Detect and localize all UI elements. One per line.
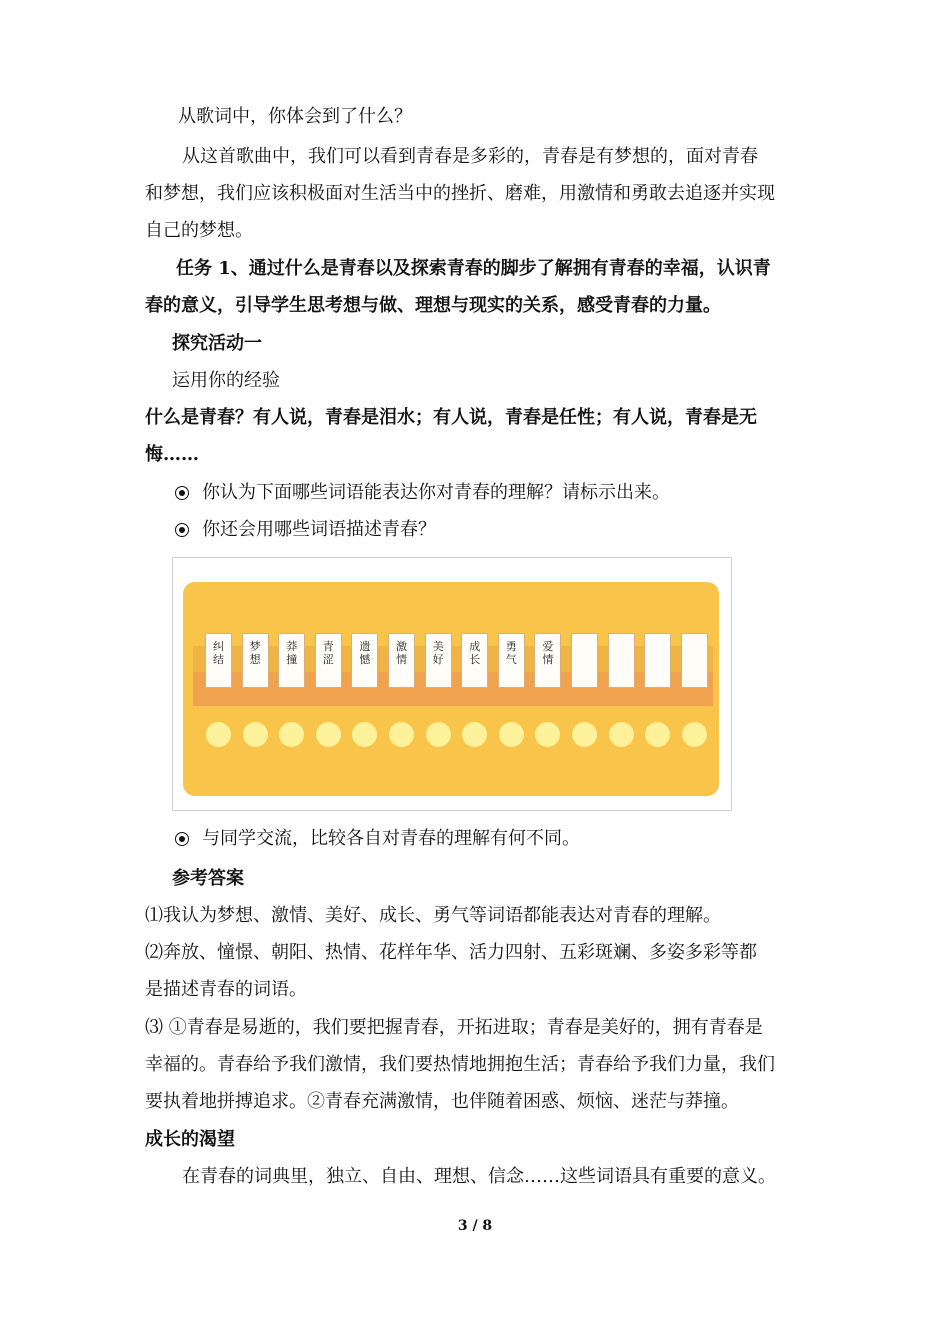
word-card-char: 勇 xyxy=(505,640,517,653)
word-card-char: 纠 xyxy=(213,640,224,653)
word-card xyxy=(388,633,415,688)
bullet-text: 与同学交流，比较各自对青春的理解有何不同。 xyxy=(202,828,580,849)
word-card xyxy=(571,633,598,688)
word-card xyxy=(351,633,378,688)
word-card xyxy=(681,633,708,688)
word-card xyxy=(278,633,305,688)
bullet-icon xyxy=(175,832,189,846)
youth-question-cont: 悔…… xyxy=(145,444,199,465)
board-dot xyxy=(462,722,487,747)
word-card-char: 爱 xyxy=(542,640,554,653)
board-band xyxy=(193,672,713,706)
board-dot xyxy=(352,722,377,747)
word-card-char: 情 xyxy=(542,653,554,666)
word-card-char: 情 xyxy=(396,653,407,666)
answer-line: 幸福的。青春给予我们激情，我们要热情地拥抱生活；青春给予我们力量，我们 xyxy=(145,1054,775,1075)
word-card-char: 青 xyxy=(322,640,334,653)
board-dot xyxy=(682,722,707,747)
word-card-char: 美 xyxy=(432,640,444,653)
word-card xyxy=(425,633,452,688)
answer-line: 是描述青春的词语。 xyxy=(145,979,307,1000)
bullet-icon xyxy=(175,486,189,500)
youth-question: 什么是青春？有人说，青春是泪水；有人说，青春是任性；有人说，青春是无 xyxy=(145,407,757,428)
paragraph-line: 和梦想，我们应该积极面对生活当中的挫折、磨难，用激情和勇敢去追逐并实现 xyxy=(145,183,775,204)
answer-line: ⑵奔放、憧憬、朝阳、热情、花样年华、活力四射、五彩斑斓、多姿多彩等都 xyxy=(145,942,757,963)
task-heading: 任务 1、通过什么是青春以及探索青春的脚步了解拥有青春的幸福，认识青 xyxy=(176,258,771,279)
paragraph-line: 从这首歌曲中，我们可以看到青春是多彩的，青春是有梦想的，面对青春 xyxy=(182,146,758,167)
answer-heading: 参考答案 xyxy=(172,868,244,889)
activity-title: 探究活动一 xyxy=(172,333,262,354)
answer-line: 要执着地拼搏追求。②青春充满激情，也伴随着困惑、烦恼、迷茫与莽撞。 xyxy=(145,1091,739,1112)
word-card-char: 莽 xyxy=(286,640,298,653)
word-card-char: 气 xyxy=(505,653,517,666)
board-dot xyxy=(499,722,524,747)
answer-line: ⑴我认为梦想、激情、美好、成长、勇气等词语都能表达对青春的理解。 xyxy=(145,905,721,926)
bullet-text: 你认为下面哪些词语能表达你对青春的理解？请标示出来。 xyxy=(202,482,670,503)
board-dot xyxy=(206,722,231,747)
word-card xyxy=(461,633,488,688)
word-card-char: 成 xyxy=(469,640,481,653)
question-lyrics: 从歌词中，你体会到了什么？ xyxy=(178,106,412,127)
word-card xyxy=(644,633,671,688)
word-card xyxy=(608,633,635,688)
board-band xyxy=(193,646,713,672)
board-dot xyxy=(243,722,268,747)
board-dot xyxy=(426,722,451,747)
bullet-text: 你还会用哪些词语描述青春？ xyxy=(202,519,436,540)
board-dot xyxy=(279,722,304,747)
word-card-char: 长 xyxy=(469,653,481,666)
board-dot xyxy=(316,722,341,747)
word-card xyxy=(205,633,232,688)
word-card xyxy=(242,633,269,688)
word-card-char: 想 xyxy=(249,653,261,666)
word-board xyxy=(183,582,719,796)
word-card-char: 梦 xyxy=(249,640,261,653)
page-number: 3 / 8 xyxy=(457,1218,493,1234)
paragraph-line: 在青春的词典里，独立、自由、理想、信念……这些词语具有重要的意义。 xyxy=(182,1166,776,1187)
word-card xyxy=(498,633,525,688)
word-card-char: 结 xyxy=(213,653,224,666)
word-card-char: 涩 xyxy=(322,653,334,666)
bullet-icon xyxy=(175,523,189,537)
word-card-char: 憾 xyxy=(359,653,371,666)
word-board-figure xyxy=(172,557,732,811)
board-dot xyxy=(572,722,597,747)
word-card xyxy=(534,633,561,688)
word-card-char: 撞 xyxy=(286,653,298,666)
activity-subtitle: 运用你的经验 xyxy=(172,370,280,391)
task-heading-cont: 春的意义，引导学生思考想与做、理想与现实的关系，感受青春的力量。 xyxy=(145,295,721,316)
answer-line: ⑶ ①青春是易逝的，我们要把握青春，开拓进取；青春是美好的，拥有青春是 xyxy=(145,1017,763,1038)
word-card-char: 激 xyxy=(396,640,407,653)
word-card xyxy=(315,633,342,688)
word-card-char: 遗 xyxy=(359,640,371,653)
board-dot xyxy=(609,722,634,747)
section-heading: 成长的渴望 xyxy=(145,1129,235,1150)
word-card-char: 好 xyxy=(432,653,444,666)
paragraph-line: 自己的梦想。 xyxy=(145,220,253,241)
board-dot xyxy=(645,722,670,747)
board-dot xyxy=(389,722,414,747)
board-dot xyxy=(535,722,560,747)
